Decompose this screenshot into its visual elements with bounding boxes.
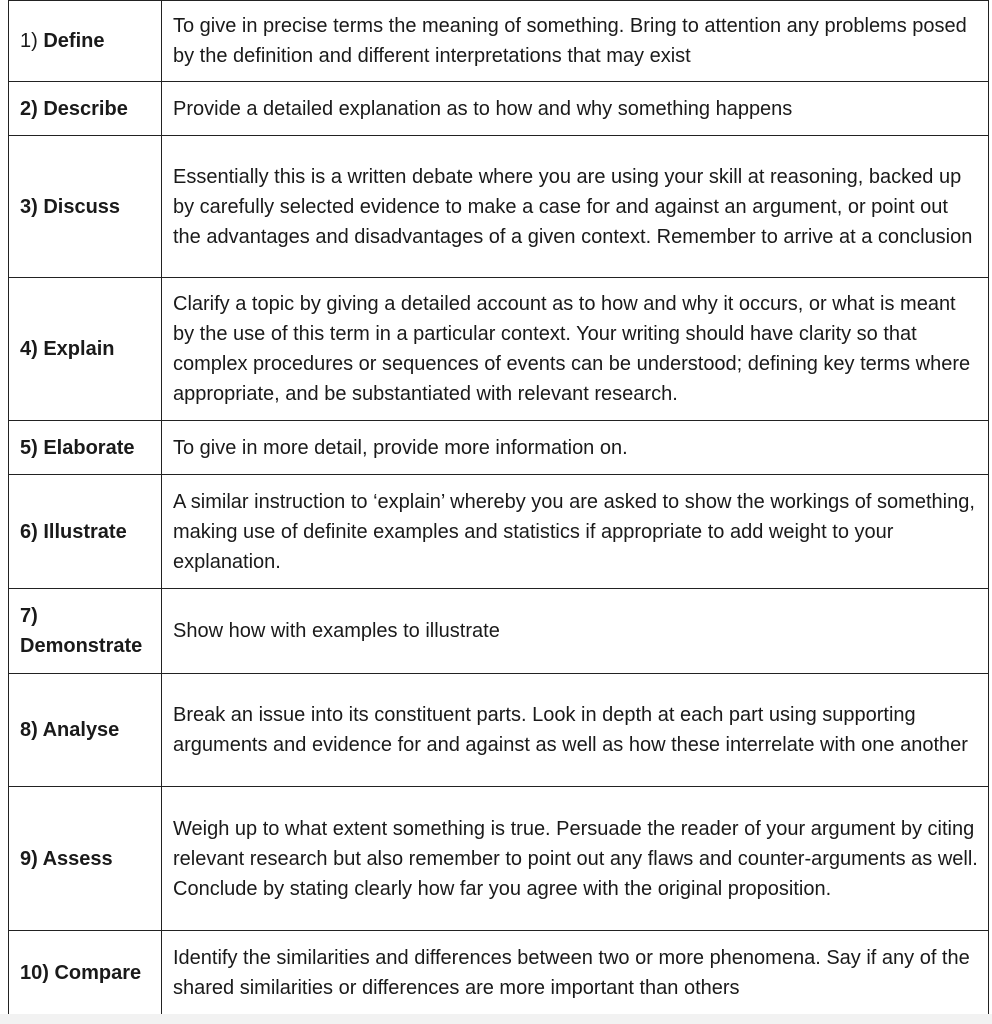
definition-cell: Show how with examples to illustrate (162, 589, 989, 674)
term-cell (9, 1, 162, 82)
term-cell: 10) Compare (9, 931, 162, 1015)
definition-cell: Identify the similarities and differences between two or more phenomena. Say if any of the shared similarities or differences are more important than others (162, 931, 989, 1015)
table-row (9, 421, 989, 475)
term-cell: 7) Demonstrate (9, 589, 162, 674)
term-cell: 4) Explain (9, 278, 162, 421)
term-cell: 2) Describe (9, 82, 162, 136)
definition-cell: Weigh up to what extent something is true. Persuade the reader of your argument by citing relevant research but also remember to point out any flaws and counter-arguments as well. Conclude by stating clearly how far you agree with the original proposition. (162, 787, 989, 931)
term-cell: 3) Discuss (9, 136, 162, 278)
definition-cell: To give in more detail, provide more information on. (162, 421, 989, 475)
term-label: Define (43, 30, 105, 52)
definition-cell: Break an issue into its constituent parts. Look in depth at each part using supporting arguments and evidence for and against as well as how these interrelate with one another (162, 674, 989, 787)
table-row (9, 931, 989, 1015)
definition-cell: Essentially this is a written debate where you are using your skill at reasoning, backed up by carefully selected evidence to make a case for and against an argument, or point out the advantages and disadvantages of a given context. Remember to arrive at a conclusion (162, 136, 989, 278)
table-row (9, 278, 989, 421)
term-cell: 9) Assess (9, 787, 162, 931)
table-row (9, 787, 989, 931)
page-bottom-edge (0, 1014, 992, 1024)
term-cell: 8) Analyse (9, 674, 162, 787)
table-row (9, 589, 989, 674)
definition-cell: Clarify a topic by giving a detailed account as to how and why it occurs, or what is meant by the use of this term in a particular context. Your writing should have clarity so that complex procedures or sequences of events can be understood; defining key terms where appropriate, and be substantiated with relevant research. (162, 278, 989, 421)
term-number: 1) (20, 30, 38, 52)
table-row (9, 82, 989, 136)
table-row (9, 1, 989, 82)
term-cell: 5) Elaborate (9, 421, 162, 475)
definition-cell: To give in precise terms the meaning of something. Bring to attention any problems posed by the definition and different interpretations that may exist (162, 1, 989, 82)
definition-cell: A similar instruction to ‘explain’ whereby you are asked to show the workings of something, making use of definite examples and statistics if appropriate to add weight to your explanation. (162, 475, 989, 589)
instruction-words-table (8, 0, 989, 1015)
definition-cell: Provide a detailed explanation as to how and why something happens (162, 82, 989, 136)
table-row (9, 136, 989, 278)
table-row (9, 674, 989, 787)
table-row (9, 475, 989, 589)
term-cell: 6) Illustrate (9, 475, 162, 589)
